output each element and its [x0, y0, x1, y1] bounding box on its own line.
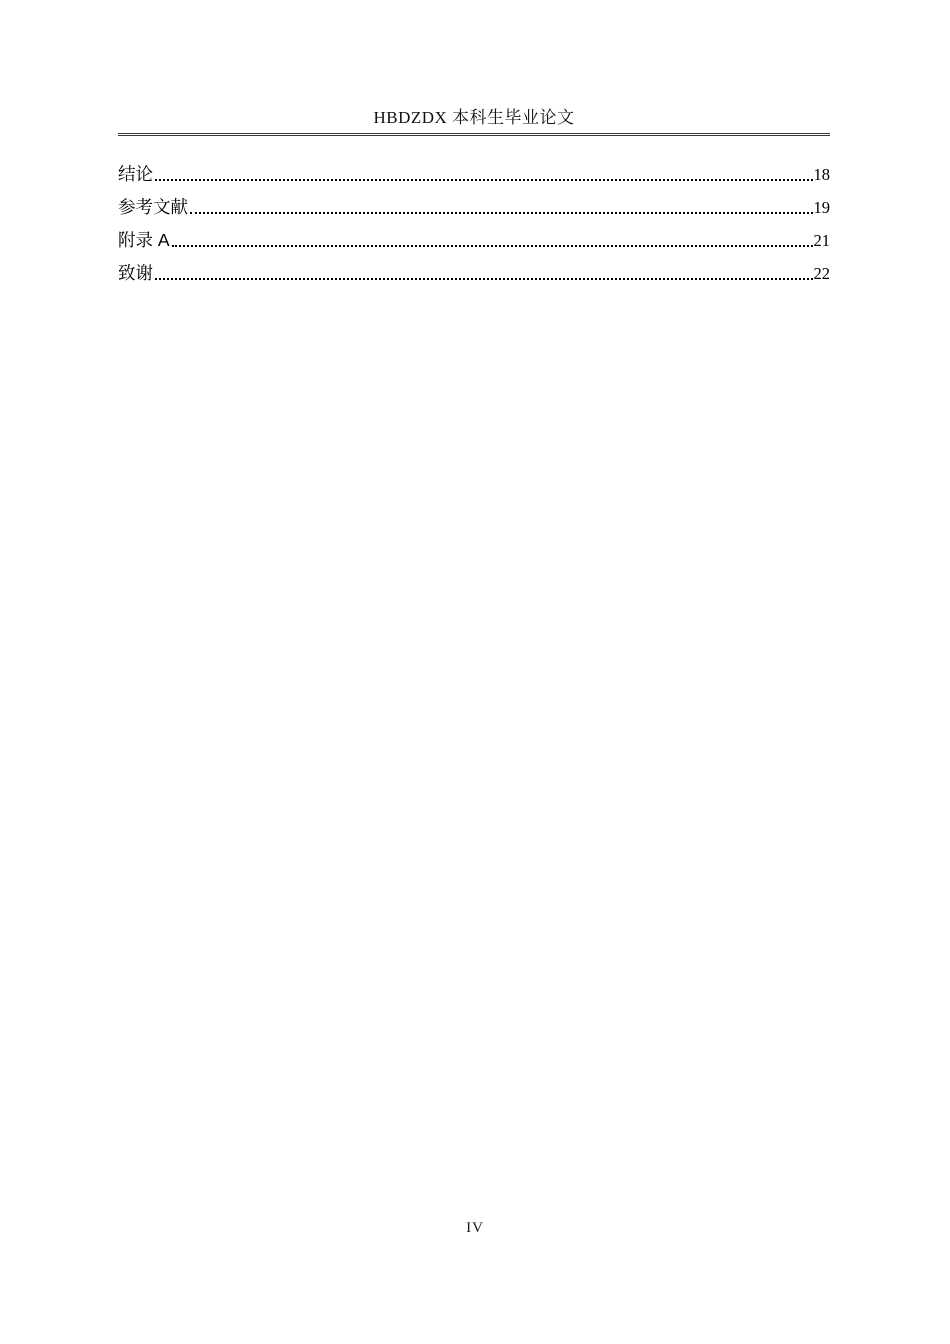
page-footer — [0, 1219, 950, 1237]
toc-entry-page-number: 21 — [813, 231, 830, 251]
toc-entry-page-number: 19 — [813, 198, 830, 218]
toc-entry-label: 附录 A — [118, 230, 170, 251]
toc-entry[interactable] — [118, 186, 830, 219]
toc-entry-page-number: 22 — [813, 264, 830, 284]
toc-entry-label: 参考文献 — [118, 197, 188, 218]
dot-leader — [172, 245, 813, 247]
toc-entry-label: 致谢 — [118, 263, 153, 284]
header-title: HBDZDX 本科生毕业论文 — [373, 108, 575, 127]
page-header — [118, 106, 830, 136]
dot-leader — [155, 179, 813, 181]
toc-entry[interactable] — [118, 252, 830, 285]
dot-leader — [155, 278, 813, 280]
toc-entry[interactable] — [118, 153, 830, 186]
toc-entry[interactable] — [118, 219, 830, 252]
toc-entry-label: 结论 — [118, 164, 153, 185]
table-of-contents — [118, 153, 830, 285]
toc-entry-page-number: 18 — [813, 165, 830, 185]
dot-leader — [190, 212, 813, 214]
footer-page-number: IV — [466, 1220, 484, 1236]
